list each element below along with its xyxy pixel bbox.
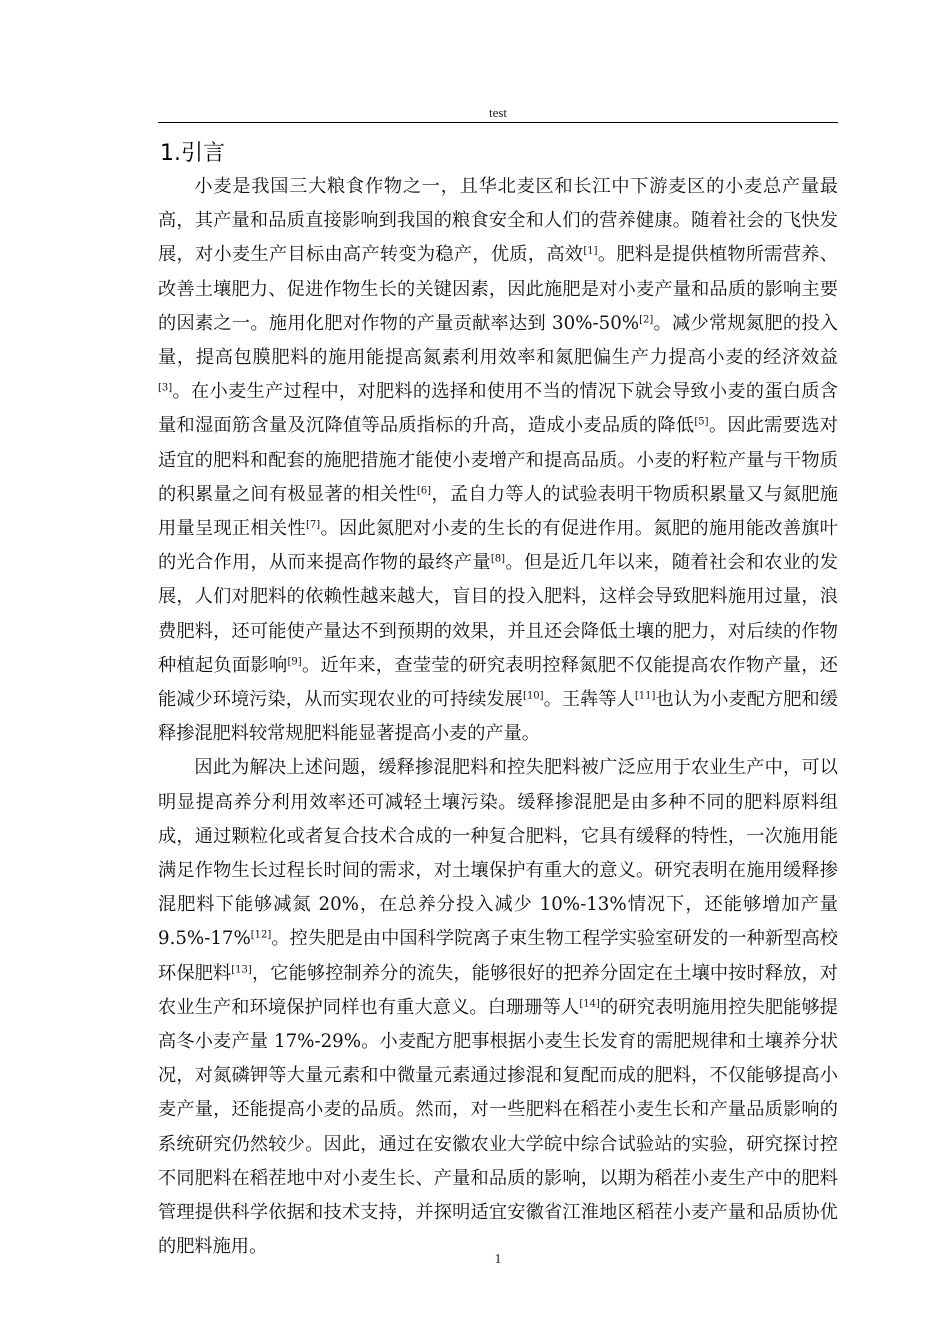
text-run: 。因此需要选对适宜的肥料和配套的施肥措施才能使小麦增产和提高品质。小麦的籽粒产量与干物质的积累量之间有极显著的相关性	[158, 415, 838, 505]
text-run: 也认为小麦配方肥和缓释掺混肥料较常规肥料能显著提高小麦的产量。	[158, 689, 838, 745]
citation-ref: [1]	[583, 245, 598, 257]
citation-ref: [10]	[523, 690, 544, 702]
text-run: ，它能够控制养分的流失，能够很好的把养分固定在土壤中按时释放，对农业生产和环境保护同样也有重大意义。白珊珊等人	[158, 962, 838, 1018]
citation-ref: [9]	[287, 656, 302, 668]
body-text	[158, 170, 838, 1265]
running-header: test	[488, 105, 508, 120]
citation-ref: [2]	[639, 314, 654, 326]
citation-ref: [6]	[416, 485, 432, 497]
citation-ref: [8]	[490, 553, 506, 565]
text-run: ，孟自力等人的试验表明干物质积累量又与氮肥施用量呈现正相关性	[158, 483, 838, 540]
text-run: 小麦是我国三大粮食作物之一，且华北麦区和长江中下游麦区的小麦总产量最高，其产量和品质直接影响到我国的粮食安全和人们的营养健康。随着社会的飞快发展，对小麦生产目标由高产转变为稳产，优质，高效	[158, 176, 838, 266]
text-run: 。近年来，查莹莹的研究表明控释氮肥不仅能提高农作物产量，还能减少环境污染，从而实现农业的可持续发展	[158, 654, 838, 711]
citation-ref: [7]	[305, 519, 321, 531]
text-run: 。在小麦生产过程中，对肥料的选择和使用不当的情况下就会导致小麦的蛋白质含量和湿面筋含量及沉降值等品质指标的升高，造成小麦品质的降低	[158, 381, 838, 437]
citation-ref: [13]	[231, 964, 252, 976]
text-run: 因此为解决上述问题，缓释掺混肥料和控失肥料被广泛应用于农业生产中，可以明显提高养分利用效率还可减轻土壤污染。缓释掺混肥是由多种不同的肥料原料组成，通过颗粒化或者复合技术合成的一种复合肥料，它具有缓释的特性，一次施用能满足作物生长过程长时间的需求，对土壤保护有重大的意义。研究表明在施用缓释掺混肥料下能够减氮 20%，在总养分投入减少 10%-13%情况下，还能够增加产量 9.5%-17%	[158, 757, 838, 950]
citation-ref: [11]	[634, 690, 656, 702]
text-run: 。肥料是提供植物所需营养、改善土壤肥力、促进作物生长的关键因素，因此施肥是对小麦产量和品质的影响主要的因素之一。施用化肥对作物的产量贡献率达到 30%-50%	[158, 244, 838, 334]
citation-ref: [12]	[250, 929, 272, 941]
page-number: 1	[494, 1252, 502, 1267]
citation-ref: [5]	[694, 416, 709, 428]
text-run: 。王犇等人	[543, 689, 635, 711]
paragraph	[158, 751, 838, 1264]
paragraph	[158, 170, 838, 751]
citation-ref: [14]	[579, 998, 600, 1010]
header-rule	[158, 122, 838, 123]
text-run: 。但是近几年以来，随着社会和农业的发展，人们对肥料的依赖性越来越大，盲目的投入肥料，这样会导致肥料施用过量，浪费肥料，还可能使产量达不到预期的效果，并且还会降低土壤的肥力，对后续的作物种植起负面影响	[158, 552, 838, 676]
text-run: 的研究表明施用控失肥能够提高冬小麦产量 17%-29%。小麦配方肥事根据小麦生长发育的需肥规律和土壤养分状况，对氮磷钾等大量元素和中微量元素通过掺混和复配而成的肥料，不仅能够提高小麦产量，还能提高小麦的品质。然而，对一些肥料在稻茬小麦生长和产量品质影响的系统研究仍然较少。因此，通过在安徽农业大学皖中综合试验站的实验，研究探讨控不同肥料在稻茬地中对小麦生长、产量和品质的影响，以期为稻茬小麦生产中的肥料管理提供科学依据和技术支持，并探明适宜安徽省江淮地区稻茬小麦产量和品质协优的肥料施用。	[158, 996, 838, 1258]
section-title: 1.引言	[160, 141, 225, 166]
text-run: 。因此氮肥对小麦的生长的有促进作用。氮肥的施用能改善旗叶的光合作用，从而来提高作物的最终产量	[158, 518, 838, 574]
citation-ref: [3]	[158, 382, 173, 394]
text-run: 。控失肥是由中国科学院离子束生物工程学实验室研发的一种新型高校环保肥料	[158, 928, 838, 984]
text-run: 。减少常规氮肥的投入量，提高包膜肥料的施用能提高氮素利用效率和氮肥偏生产力提高小麦的经济效益	[158, 312, 838, 369]
